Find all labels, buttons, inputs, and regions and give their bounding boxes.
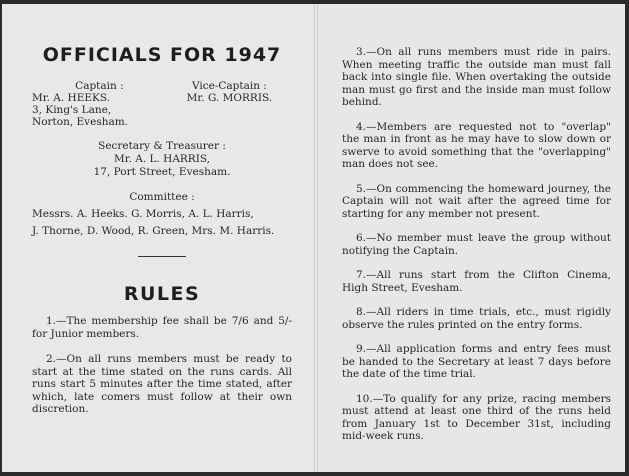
rule-7: 7.—All runs start from the Clifton Cinema, High Street, Evesham. [342, 269, 611, 294]
captain-name: Mr. A. HEEKS. [32, 92, 111, 104]
left-page [2, 4, 314, 472]
captain-address-line1: 3, King's Lane, [32, 104, 112, 116]
right-page [318, 4, 625, 472]
rule-3: 3.—On all runs members must ride in pairs. When meeting traffic the outside man must fall back into single file. When overtaking the outside man must go first and the inside man must follow behind. [342, 46, 611, 108]
vice-captain-label: Vice-Captain : [191, 80, 267, 92]
rule-6: 6.—No member must leave the group without notifying the Captain. [342, 232, 611, 257]
captains-row [32, 80, 292, 128]
secretary-name: Mr. A. L. HARRIS, [113, 153, 211, 165]
secretary-label: Secretary & Treasurer : [98, 140, 226, 152]
vice-captain-block [167, 80, 292, 128]
committee-line-1: Messrs. A. Heeks. G. Morris, A. L. Harris, [32, 208, 254, 220]
secretary-block [32, 140, 292, 179]
captain-block [32, 80, 167, 128]
rule-10: 10.—To qualify for any prize, racing members must attend at least one third of the runs held from January 1st to December 31st, including mid-week runs. [342, 392, 611, 442]
rule-1: 1.—The membership fee shall be 7/6 and 5/- for Junior members. [32, 315, 292, 340]
committee-line-2: J. Thorne, D. Wood, R. Green, Mrs. M. Harris. [32, 225, 275, 237]
rules-card [2, 4, 625, 472]
rules-heading: RULES [123, 283, 201, 305]
rule-5: 5.—On commencing the homeward journey, the Captain will not wait after the agreed time for starting for any member not present. [342, 182, 611, 220]
captain-label: Captain : [75, 80, 124, 92]
divider [138, 256, 186, 257]
committee-label: Committee : [129, 191, 195, 203]
rule-8: 8.—All riders in time trials, etc., must rigidly observe the rules printed on the entry forms. [342, 306, 611, 331]
captain-address-line2: Norton, Evesham. [32, 116, 129, 128]
rule-4: 4.—Members are requested not to "overlap" the man in front as he may have to slow down or swerve to avoid something that the "overlapping" man does not see. [342, 120, 611, 170]
officials-heading: OFFICIALS FOR 1947 [42, 44, 282, 66]
vice-captain-name: Mr. G. MORRIS. [186, 92, 273, 104]
rule-9: 9.—All application forms and entry fees must be handed to the Secretary at least 7 days before the date of the time trial. [342, 343, 611, 380]
rule-2: 2.—On all runs members must be ready to start at the time stated on the runs cards. All runs start 5 minutes after the time stated, after which, late comers must follow at their own discretion. [32, 353, 292, 415]
secretary-address: 17, Port Street, Evesham. [93, 166, 231, 178]
